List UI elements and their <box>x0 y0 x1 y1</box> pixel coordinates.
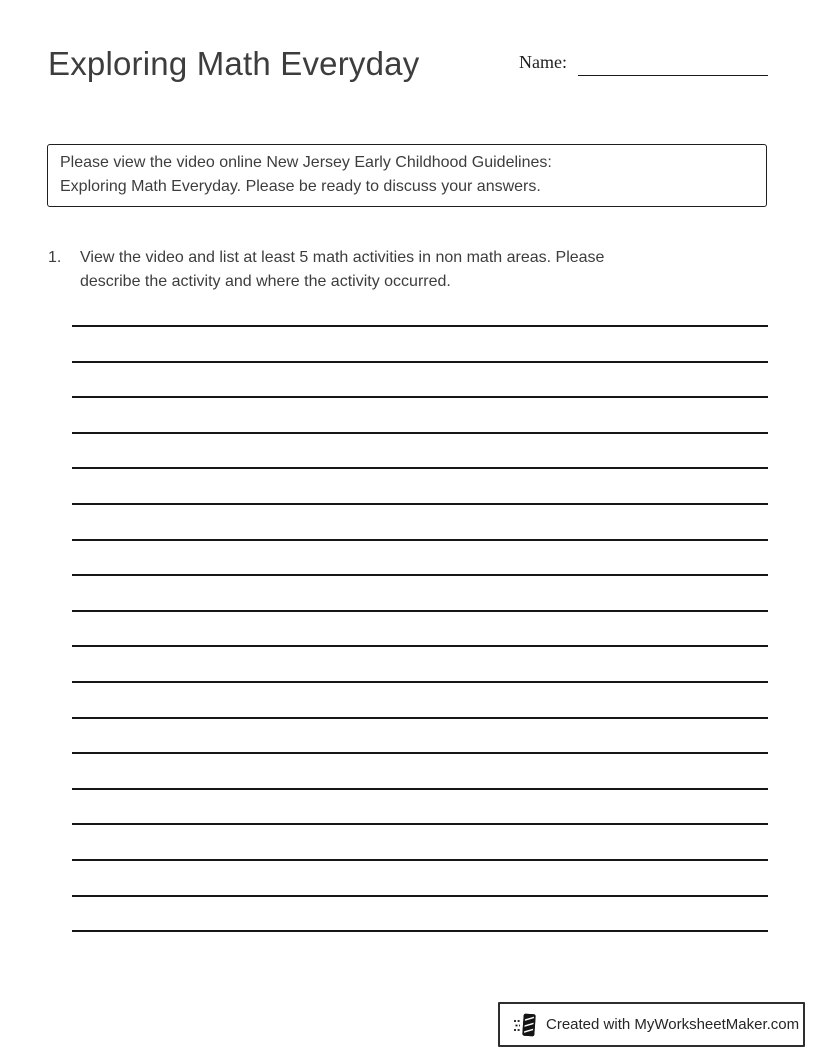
question-number: 1. <box>48 249 62 266</box>
answer-line <box>72 503 768 505</box>
footer-badge <box>498 1002 805 1047</box>
answer-line <box>72 823 768 825</box>
name-label: Name: <box>519 52 567 72</box>
instruction-line: Please view the video online New Jersey Early Childhood Guidelines: <box>60 154 552 171</box>
answer-line <box>72 788 768 790</box>
answer-line <box>72 361 768 363</box>
name-blank-line <box>578 75 768 76</box>
question-1 <box>48 246 758 294</box>
instruction-line: Exploring Math Everyday. Please be ready to discuss your answers. <box>60 178 541 195</box>
instruction-box <box>47 144 767 207</box>
answer-line <box>72 574 768 576</box>
question-line: describe the activity and where the activity occurred. <box>80 273 451 290</box>
worksheetmaker-logo-icon <box>513 1011 539 1039</box>
answer-line <box>72 396 768 398</box>
answer-line <box>72 681 768 683</box>
answer-line <box>72 467 768 469</box>
question-line: View the video and list at least 5 math activities in non math areas. Please <box>80 249 605 266</box>
answer-line <box>72 895 768 897</box>
answer-line <box>72 752 768 754</box>
question-text <box>80 246 758 294</box>
answer-line <box>72 717 768 719</box>
answer-line <box>72 539 768 541</box>
answer-line <box>72 325 768 327</box>
answer-line <box>72 610 768 612</box>
answer-line <box>72 859 768 861</box>
page-title: Exploring Math Everyday <box>48 45 420 82</box>
answer-line <box>72 930 768 932</box>
answer-line <box>72 645 768 647</box>
answer-line <box>72 432 768 434</box>
footer-text: Created with MyWorksheetMaker.com <box>546 1016 800 1033</box>
